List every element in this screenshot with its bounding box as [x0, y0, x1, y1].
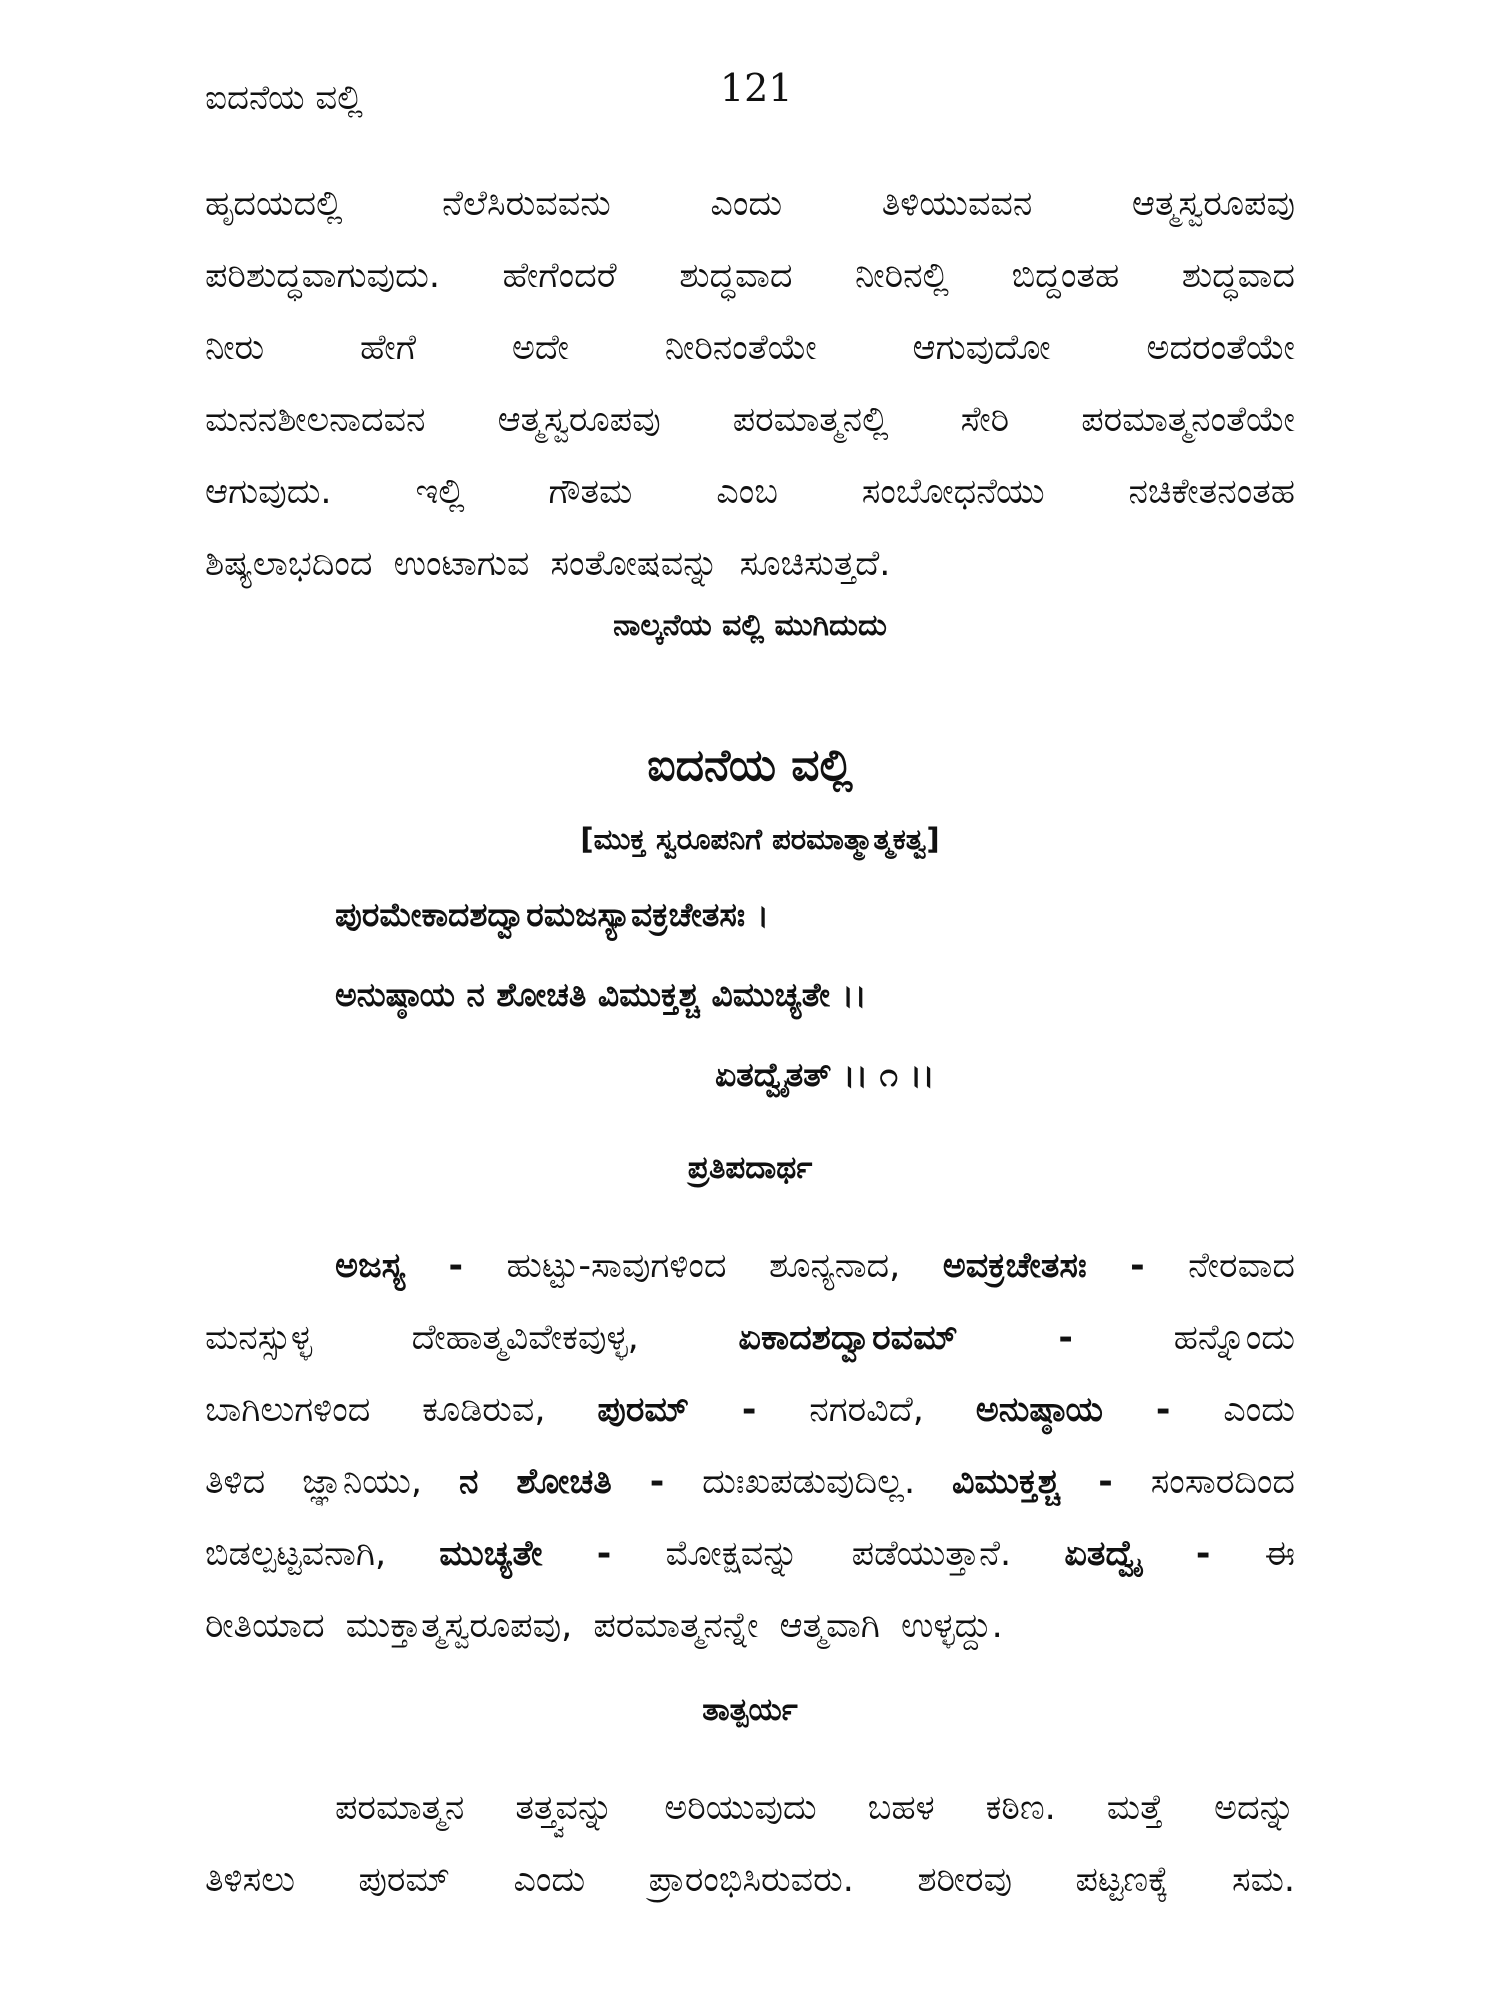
- running-head: ಐದನೆಯ ವಲ್ಲಿ: [205, 78, 363, 118]
- word-meaning-line: [205, 1230, 1295, 1302]
- word-meaning-line: [205, 1446, 1295, 1518]
- gloss-text: ರೀತಿಯಾದ ಮುಕ್ತಾತ್ಮಸ್ವರೂಪವು, ಪರಮಾತ್ಮನನ್ನೇ ಆತ್ಮವಾಗಿ ಉಳ್ಳದ್ದು.: [205, 1606, 1003, 1646]
- glossed-term: ನ ಶೋಚತಿ -: [458, 1462, 703, 1502]
- gloss-text: ಹುಟ್ಟು-ಸಾವುಗಳಿಂದ ಶೂನ್ಯನಾದ,: [506, 1246, 943, 1286]
- gloss-text: ದುಃಖಪಡುವುದಿಲ್ಲ.: [702, 1462, 952, 1502]
- gloss-text: ಮೋಕ್ಷವನ್ನು ಪಡೆಯುತ್ತಾನೆ.: [665, 1534, 1065, 1574]
- word-meaning-paragraph: [205, 1230, 1295, 1662]
- paragraph-line: ಶಿಷ್ಯಲಾಭದಿಂದ ಉಂಟಾಗುವ ಸಂತೋಷವನ್ನು ಸೂಚಿಸುತ್ತದೆ.: [205, 544, 891, 584]
- gloss-text: ನೇರವಾದ: [1188, 1246, 1295, 1286]
- glossed-term: ಮುಚ್ಯತೇ -: [439, 1534, 666, 1574]
- gloss-text: ಮನಸ್ಸುಳ್ಳ ದೇಹಾತ್ಮವಿವೇಕವುಳ್ಳ,: [205, 1318, 739, 1358]
- paragraph-line: ಪರಿಶುದ್ಧವಾಗುವುದು. ಹೇಗೆಂದರೆ ಶುದ್ಧವಾದ ನೀರಿನಲ್ಲಿ ಬಿದ್ದಂತಹ ಶುದ್ಧವಾದ: [205, 256, 1295, 296]
- glossed-term: ಪುರಮ್ -: [597, 1390, 810, 1430]
- paragraph-line: ತಿಳಿಸಲು ಪುರಮ್ ಎಂದು ಪ್ರಾರಂಭಿಸಿರುವರು. ಶರೀರವು ಪಟ್ಟಣಕ್ಕೆ ಸಮ.: [205, 1860, 1295, 1900]
- glossed-term: ಅವಕ್ರಚೇತಸಃ -: [942, 1246, 1189, 1286]
- word-meaning-heading: ಪ್ರತಿಪದಾರ್ಥ: [687, 1150, 813, 1186]
- gloss-text: ತಿಳಿದ ಜ್ಞಾನಿಯು,: [205, 1462, 459, 1502]
- word-meaning-line: [205, 1302, 1295, 1374]
- paragraph-line: ಹೃದಯದಲ್ಲಿ ನೆಲೆಸಿರುವವನು ಎಂದು ತಿಳಿಯುವವನ ಆತ್ಮಸ್ವರೂಪವು: [205, 184, 1295, 224]
- glossed-term: ಏತದ್ವೈ -: [1064, 1534, 1265, 1574]
- verse-line-1: ಪುರಮೇಕಾದಶದ್ವಾರಮಜಸ್ಯಾವಕ್ರಚೇತಸಃ ।: [335, 895, 770, 934]
- gloss-text: ಎಂದು: [1223, 1390, 1295, 1430]
- word-meaning-line: [205, 1590, 1295, 1662]
- paragraph-line: ಪರಮಾತ್ಮನ ತತ್ತ್ವವನ್ನು ಅರಿಯುವುದು ಬಹಳ ಕಠಿಣ. ಮತ್ತೆ ಅದನ್ನು: [335, 1788, 1295, 1828]
- gloss-text: ನಗರವಿದೆ,: [809, 1390, 976, 1430]
- word-meaning-line: [205, 1374, 1295, 1446]
- purport-paragraph: [205, 1772, 1295, 1916]
- paragraph-line: ಮನನಶೀಲನಾದವನ ಆತ್ಮಸ್ವರೂಪವು ಪರಮಾತ್ಮನಲ್ಲಿ ಸೇರಿ ಪರಮಾತ್ಮನಂತೆಯೇ: [205, 400, 1295, 440]
- gloss-text: ಬಿಡಲ್ಪಟ್ಟವನಾಗಿ,: [205, 1534, 440, 1574]
- chapter-end-note: ನಾಲ್ಕನೆಯ ವಲ್ಲಿ ಮುಗಿದುದು: [613, 608, 887, 643]
- verse-line-3: ಏತದ್ವೈತತ್ ।। ೧ ।।: [715, 1055, 935, 1094]
- glossed-term: ಏಕಾದಶದ್ವಾರವಮ್ -: [738, 1318, 1174, 1358]
- word-meaning-line: [205, 1518, 1295, 1590]
- gloss-text: ಈ: [1264, 1534, 1295, 1574]
- continuation-paragraph: [205, 168, 1295, 600]
- glossed-term: ವಿಮುಕ್ತಶ್ಚ -: [951, 1462, 1151, 1502]
- page-number: 121: [720, 66, 793, 110]
- paragraph-line: ನೀರು ಹೇಗೆ ಅದೇ ನೀರಿನಂತೆಯೇ ಆಗುವುದೋ ಅದರಂತೆಯೇ: [205, 328, 1295, 368]
- chapter-subtitle: [ಮುಕ್ತ ಸ್ವರೂಪನಿಗೆ ಪರಮಾತ್ಮಾತ್ಮಕತ್ವ]: [580, 822, 940, 856]
- verse-line-2: ಅನುಷ್ಠಾಯ ನ ಶೋಚತಿ ವಿಮುಕ್ತಶ್ಚ ವಿಮುಚ್ಯತೇ ।।: [335, 975, 867, 1014]
- paragraph-line: ಆಗುವುದು. ಇಲ್ಲಿ ಗೌತಮ ಎಂಬ ಸಂಬೋಧನೆಯು ನಚಿಕೇತನಂತಹ: [205, 472, 1295, 512]
- purport-heading: ತಾತ್ಪರ್ಯ: [702, 1692, 798, 1728]
- glossed-term: ಅನುಷ್ಠಾಯ -: [975, 1390, 1224, 1430]
- chapter-title: ಐದನೆಯ ವಲ್ಲಿ: [647, 740, 853, 791]
- gloss-text: ಹನ್ನೊಂದು: [1173, 1318, 1295, 1358]
- glossed-term: ಅಜಸ್ಯ -: [335, 1246, 507, 1286]
- gloss-text: ಸಂಸಾರದಿಂದ: [1150, 1462, 1295, 1502]
- gloss-text: ಬಾಗಿಲುಗಳಿಂದ ಕೂಡಿರುವ,: [205, 1390, 598, 1430]
